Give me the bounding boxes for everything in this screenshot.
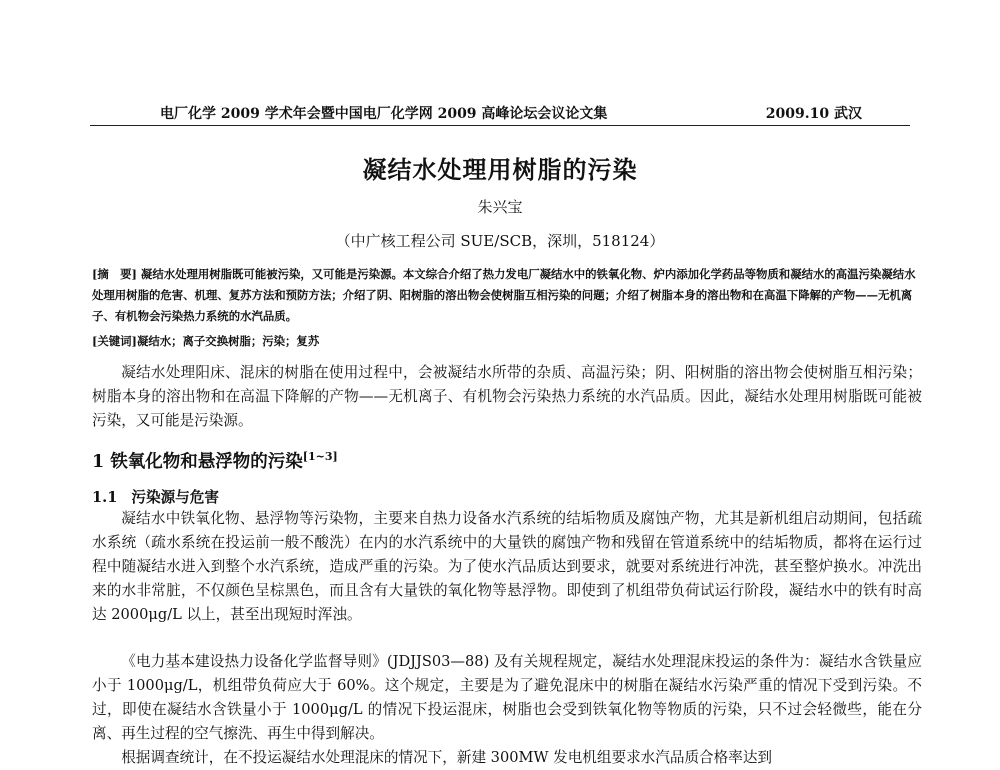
statistics-paragraph: 根据调查统计，在不投运凝结水处理混床的情况下，新建 300MW 发电机组要求水汽品质合格率达到 <box>121 749 773 766</box>
keywords <box>92 333 922 349</box>
paper-author: 朱兴宝 <box>477 198 523 216</box>
header-date-location: 2009.10 武汉 <box>765 106 862 122</box>
author-affiliation: （中广核工程公司 SUE/SCB，深圳，518124） <box>335 232 665 250</box>
section-1-1-title: 污染源与危害 <box>131 489 219 506</box>
running-header <box>90 103 910 126</box>
keywords-text: 凝结水；离子交换树脂；污染；复苏 <box>136 334 320 348</box>
iron-oxide-paragraph: 凝结水中铁氧化物、悬浮物等污染物，主要来自热力设备水汽系统的结垢物质及腐蚀产物，尤其是新机组启动期间，包括疏水系统（疏水系统在投运前一般不酸洗）在内的水汽系统中的大量铁的腐蚀产物和残留在管道系统中的结垢物质，都将在运行过程中随凝结水进入到整个水汽系统，造成严重的污染。为了使水汽品质达到要求，就要对系统进行冲洗，甚至整炉换水。冲洗出来的水非常脏，不仅颜色呈棕黑色，而且含有大量铁的氧化物等悬浮物。即使到了机组带负荷试运行阶段，凝结水中的铁有时高达 2000μg/L 以上，甚至出现短时浑浊。 <box>92 510 922 623</box>
keywords-label: [关键词] <box>92 334 137 348</box>
section-1-heading <box>92 448 338 473</box>
abstract-label: [摘 要] <box>92 267 137 281</box>
section-1-1-heading <box>92 486 219 507</box>
abstract <box>92 264 922 327</box>
abstract-text: 凝结水处理用树脂既可能被污染，又可能是污染源。本文综合介绍了热力发电厂凝结水中的铁氧化物、炉内添加化学药品等物质和凝结水的高温污染凝结水处理用树脂的危害、机理、复苏方法和预防方法；介绍了阴、阳树脂的溶出物会使树脂互相污染的问题；介绍了树脂本身的溶出物和在高温下降解的产物——无机离子、有机物会污染热力系统的水汽品质。 <box>92 267 916 323</box>
section-1-title: 1 铁氧化物和悬浮物的污染 <box>92 452 303 472</box>
paper-title: 凝结水处理用树脂的污染 <box>362 155 638 184</box>
guideline-paragraph: 《电力基本建设热力设备化学监督导则》(JDJJS03—88) 及有关规程规定，凝结水处理混床投运的条件为：凝结水含铁量应小于 1000μg/L，机组带负荷应大于 60%。这个规定，主要是为了避免混床中的树脂在凝结水污染严重的情况下受到污染。不过，即使在凝结水含铁量小于 1000μg/L 的情况下投运混床，树脂也会受到铁氧化物等物质的污染，只不过会轻微些，能在分离、再生过程的空气擦洗、再生中得到解决。 <box>92 653 922 742</box>
section-1-reference: [1~3] <box>302 450 338 464</box>
intro-paragraph: 凝结水处理阳床、混床的树脂在使用过程中，会被凝结水所带的杂质、高温污染；阴、阳树脂的溶出物会使树脂互相污染；树脂本身的溶出物和在高温下降解的产物——无机离子、有机物会污染热力系统的水汽品质。因此，凝结水处理用树脂既可能被污染，又可能是污染源。 <box>92 364 922 429</box>
section-1-1-number: 1.1 <box>92 489 118 506</box>
header-proceedings-title: 电厂化学 2009 学术年会暨中国电厂化学网 2009 高峰论坛会议论文集 <box>160 106 608 122</box>
